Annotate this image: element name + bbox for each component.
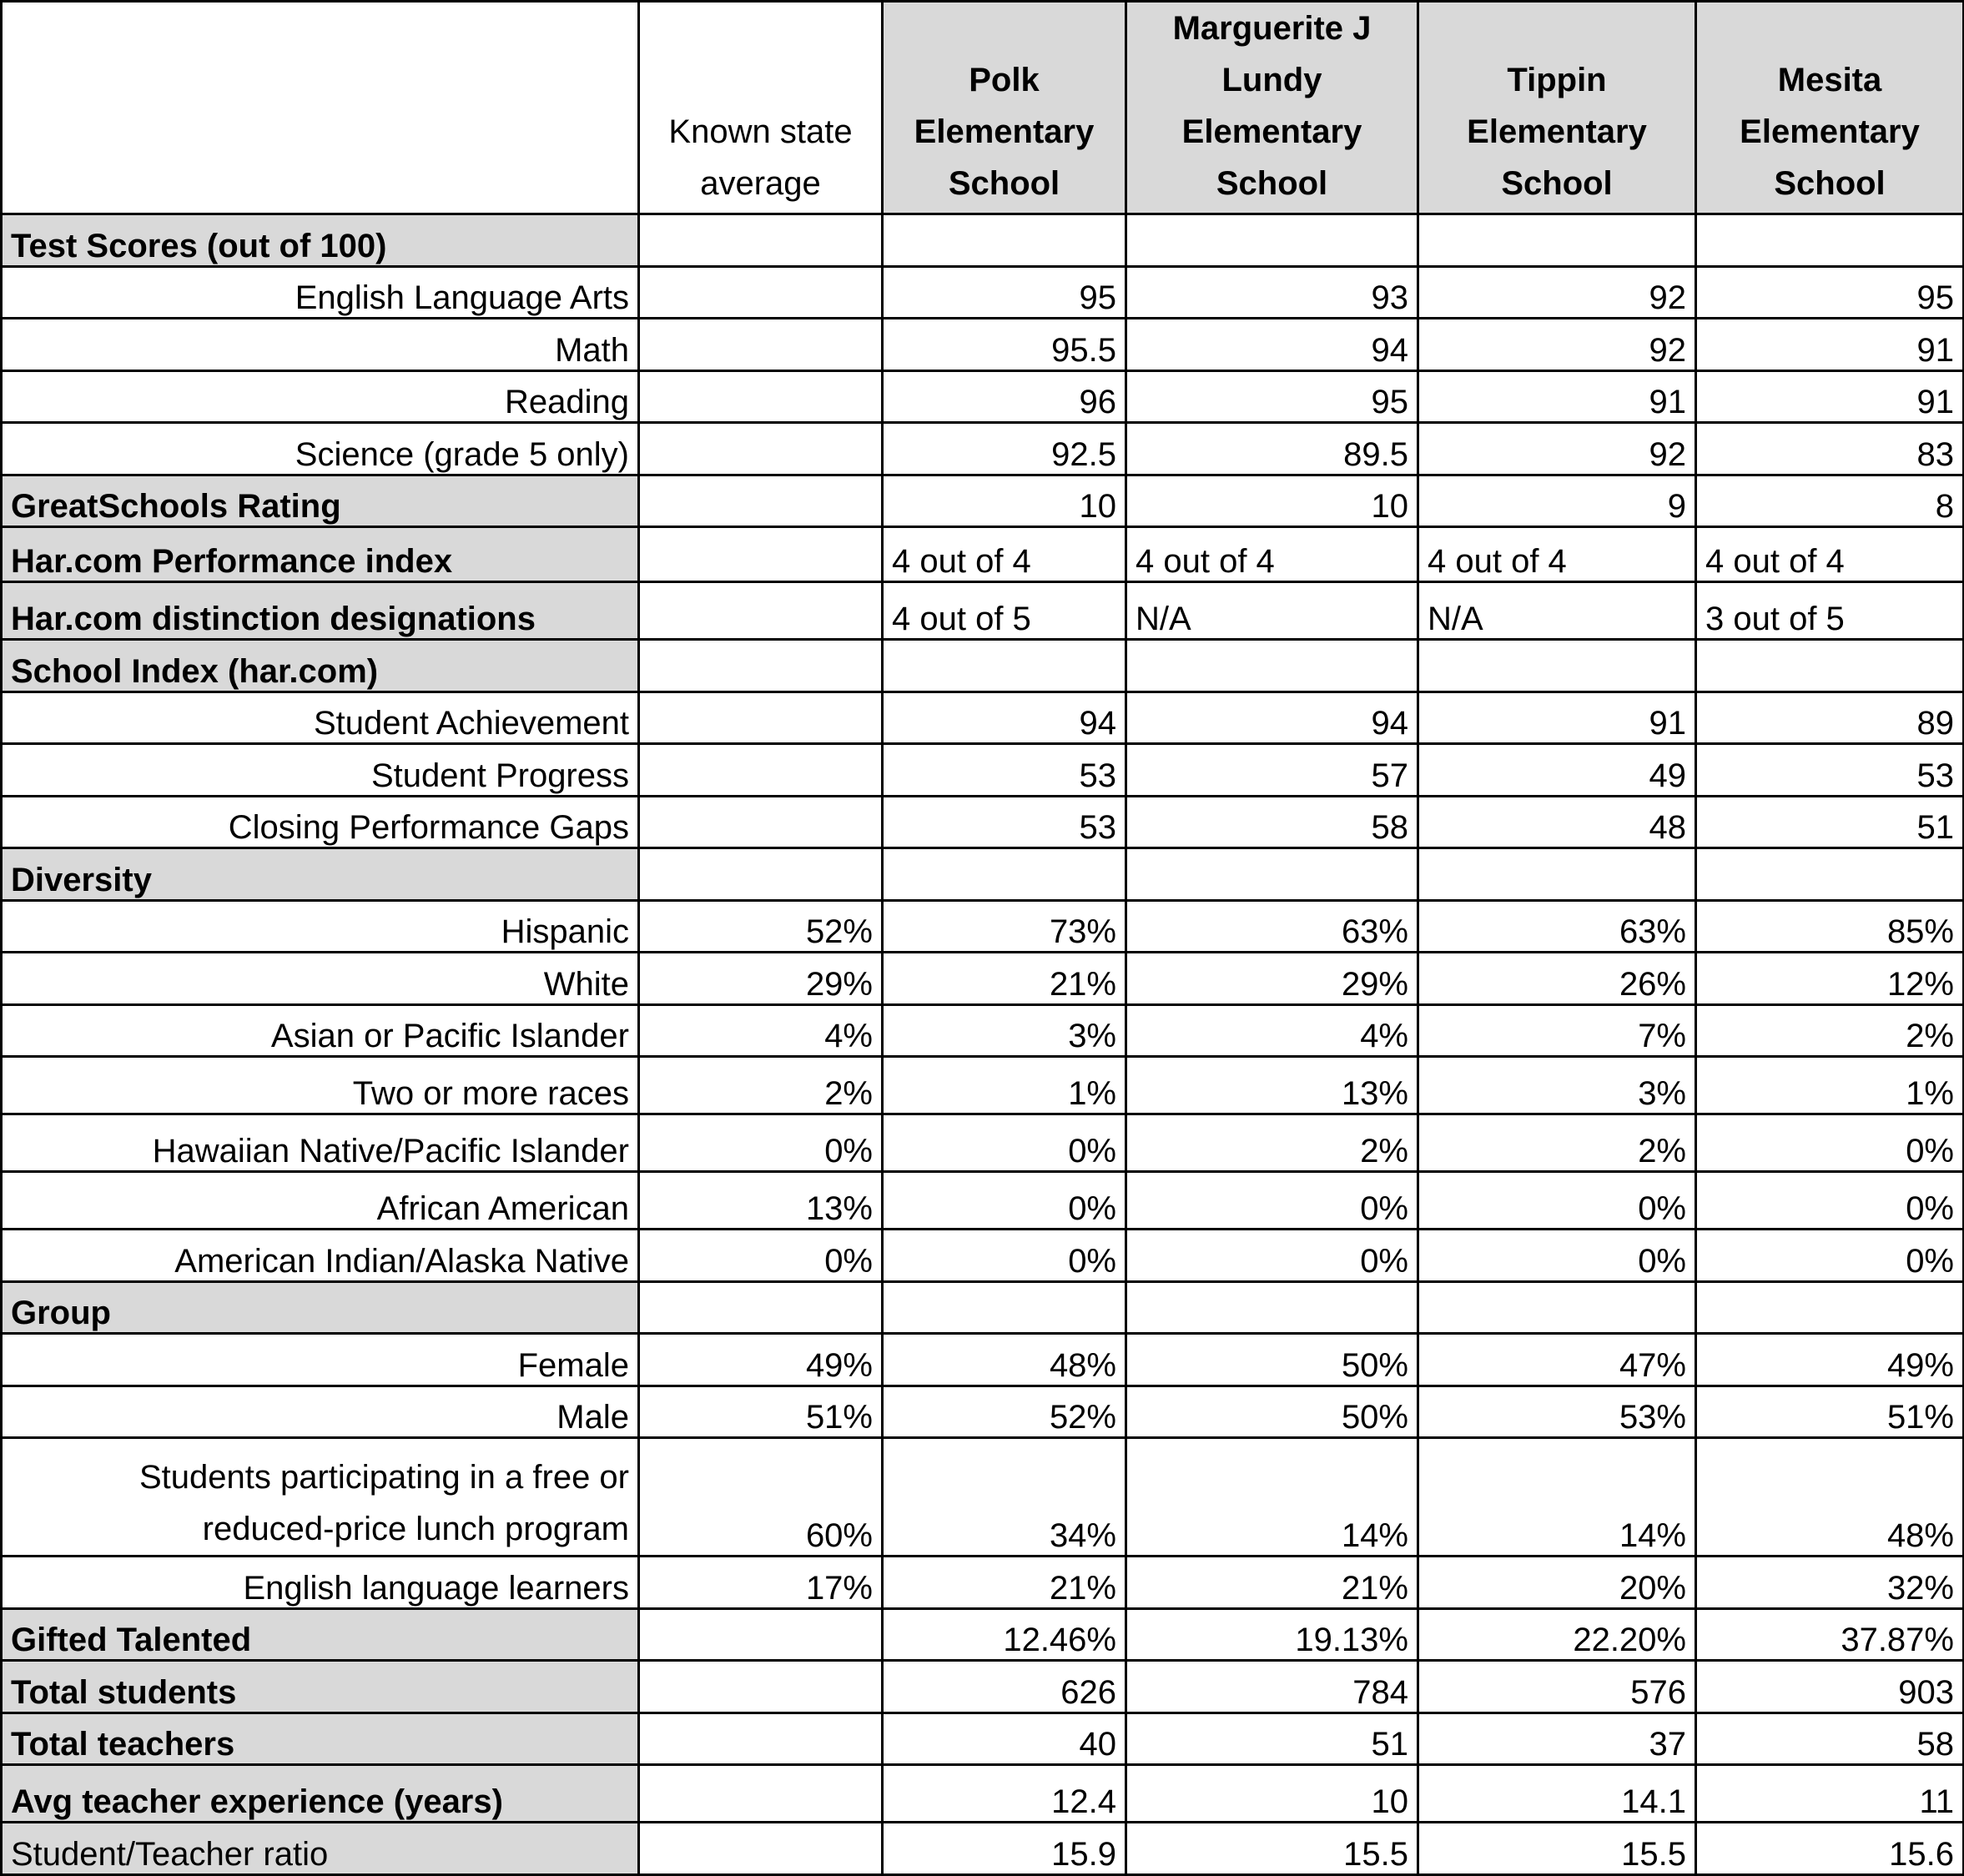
- school-value-cell: [1126, 848, 1418, 901]
- school-value-cell: 19.13%: [1126, 1608, 1418, 1661]
- table-row: [2, 423, 1964, 475]
- school-value-cell: 0%: [883, 1172, 1126, 1230]
- state-average-cell: [639, 640, 883, 692]
- school-value-cell: 903: [1696, 1661, 1964, 1713]
- school-value-cell: 89.5: [1126, 423, 1418, 475]
- school-value-cell: 15.6: [1696, 1823, 1964, 1875]
- state-average-cell: [639, 796, 883, 848]
- state-average-cell: [639, 1713, 883, 1765]
- table-row: [2, 796, 1964, 848]
- state-average-cell: [639, 1608, 883, 1661]
- school-value-cell: 96: [883, 370, 1126, 423]
- school-value-cell: 9: [1418, 475, 1696, 527]
- school-value-cell: 784: [1126, 1661, 1418, 1713]
- school-value-cell: 10: [1126, 1765, 1418, 1823]
- row-label: Diversity: [2, 848, 639, 901]
- header-school-polk: Polk Elementary School: [883, 2, 1126, 214]
- school-value-cell: 14%: [1126, 1438, 1418, 1557]
- row-label: Students participating in a free or reduced-price lunch program: [2, 1438, 639, 1557]
- school-value-cell: N/A: [1418, 582, 1696, 640]
- row-label: Avg teacher experience (years): [2, 1765, 639, 1823]
- state-average-cell: 13%: [639, 1172, 883, 1230]
- school-value-cell: 92: [1418, 266, 1696, 319]
- school-value-cell: 0%: [1418, 1172, 1696, 1230]
- school-value-cell: 14%: [1418, 1438, 1696, 1557]
- table-row: [2, 953, 1964, 1005]
- table-row: [2, 1004, 1964, 1057]
- school-value-cell: N/A: [1126, 582, 1418, 640]
- table-row: [2, 266, 1964, 319]
- school-value-cell: 15.5: [1126, 1823, 1418, 1875]
- school-value-cell: [1418, 848, 1696, 901]
- header-school-tippin: Tippin Elementary School: [1418, 2, 1696, 214]
- school-value-cell: 21%: [883, 953, 1126, 1005]
- school-value-cell: 94: [1126, 692, 1418, 744]
- state-average-cell: [639, 582, 883, 640]
- school-value-cell: 48%: [1696, 1438, 1964, 1557]
- school-value-cell: [1418, 640, 1696, 692]
- school-value-cell: 53: [1696, 744, 1964, 797]
- row-label: Total students: [2, 1661, 639, 1713]
- school-value-cell: 53%: [1418, 1386, 1696, 1438]
- table-row: [2, 370, 1964, 423]
- school-value-cell: 89: [1696, 692, 1964, 744]
- table-row: [2, 582, 1964, 640]
- school-value-cell: 52%: [883, 1386, 1126, 1438]
- school-value-cell: 85%: [1696, 900, 1964, 953]
- row-label: Har.com distinction designations: [2, 582, 639, 640]
- school-value-cell: 26%: [1418, 953, 1696, 1005]
- state-average-cell: [639, 527, 883, 582]
- school-value-cell: [883, 848, 1126, 901]
- school-value-cell: 58: [1126, 796, 1418, 848]
- school-value-cell: 53: [883, 796, 1126, 848]
- table-row: [2, 640, 1964, 692]
- school-value-cell: [1418, 1281, 1696, 1334]
- school-value-cell: 50%: [1126, 1334, 1418, 1386]
- school-value-cell: 1%: [1696, 1057, 1964, 1114]
- table-row: [2, 848, 1964, 901]
- table-row: [2, 1172, 1964, 1230]
- row-label: Hispanic: [2, 900, 639, 953]
- school-value-cell: 48: [1418, 796, 1696, 848]
- school-value-cell: 13%: [1126, 1057, 1418, 1114]
- school-value-cell: 21%: [1126, 1557, 1418, 1609]
- table-row: [2, 1114, 1964, 1172]
- school-value-cell: 95.5: [883, 319, 1126, 371]
- table-row: [2, 1281, 1964, 1334]
- state-average-cell: 2%: [639, 1057, 883, 1114]
- row-label: Two or more races: [2, 1057, 639, 1114]
- state-average-cell: 29%: [639, 953, 883, 1005]
- school-value-cell: 49: [1418, 744, 1696, 797]
- school-value-cell: 95: [1696, 266, 1964, 319]
- school-value-cell: 58: [1696, 1713, 1964, 1765]
- school-value-cell: 0%: [883, 1230, 1126, 1282]
- school-value-cell: 10: [883, 475, 1126, 527]
- school-value-cell: 15.9: [883, 1823, 1126, 1875]
- school-value-cell: 0%: [1696, 1114, 1964, 1172]
- school-value-cell: 0%: [1696, 1230, 1964, 1282]
- corner-cell: [2, 2, 639, 214]
- school-value-cell: 37.87%: [1696, 1608, 1964, 1661]
- state-average-cell: 4%: [639, 1004, 883, 1057]
- state-average-cell: [639, 1823, 883, 1875]
- row-label: GreatSchools Rating: [2, 475, 639, 527]
- table-row: [2, 475, 1964, 527]
- school-value-cell: 95: [883, 266, 1126, 319]
- school-value-cell: 94: [1126, 319, 1418, 371]
- school-value-cell: 4 out of 5: [883, 582, 1126, 640]
- school-value-cell: 626: [883, 1661, 1126, 1713]
- school-value-cell: 51%: [1696, 1386, 1964, 1438]
- table-row: [2, 1057, 1964, 1114]
- school-value-cell: 0%: [1418, 1230, 1696, 1282]
- row-label: Reading: [2, 370, 639, 423]
- school-value-cell: 34%: [883, 1438, 1126, 1557]
- school-value-cell: 29%: [1126, 953, 1418, 1005]
- state-average-cell: [639, 370, 883, 423]
- school-value-cell: [1418, 214, 1696, 267]
- school-value-cell: [1126, 640, 1418, 692]
- school-value-cell: 11: [1696, 1765, 1964, 1823]
- school-value-cell: [1126, 214, 1418, 267]
- table-row: [2, 1438, 1964, 1557]
- school-value-cell: 91: [1696, 319, 1964, 371]
- table-row: [2, 527, 1964, 582]
- row-label: Student/Teacher ratio: [2, 1823, 639, 1875]
- row-label: American Indian/Alaska Native: [2, 1230, 639, 1282]
- row-label: Male: [2, 1386, 639, 1438]
- row-label: African American: [2, 1172, 639, 1230]
- school-value-cell: 22.20%: [1418, 1608, 1696, 1661]
- row-label: Hawaiian Native/Pacific Islander: [2, 1114, 639, 1172]
- header-school-lundy: Marguerite J Lundy Elementary School: [1126, 2, 1418, 214]
- state-average-cell: 17%: [639, 1557, 883, 1609]
- school-value-cell: 51: [1696, 796, 1964, 848]
- school-value-cell: 4 out of 4: [1126, 527, 1418, 582]
- state-average-cell: 0%: [639, 1114, 883, 1172]
- row-label: Gifted Talented: [2, 1608, 639, 1661]
- school-value-cell: 73%: [883, 900, 1126, 953]
- school-value-cell: 57: [1126, 744, 1418, 797]
- school-value-cell: 92: [1418, 423, 1696, 475]
- row-label: Female: [2, 1334, 639, 1386]
- school-value-cell: [1696, 1281, 1964, 1334]
- school-value-cell: 83: [1696, 423, 1964, 475]
- school-value-cell: 576: [1418, 1661, 1696, 1713]
- school-value-cell: 12%: [1696, 953, 1964, 1005]
- school-value-cell: 14.1: [1418, 1765, 1696, 1823]
- school-value-cell: 91: [1696, 370, 1964, 423]
- row-label: Student Progress: [2, 744, 639, 797]
- school-value-cell: [1696, 640, 1964, 692]
- school-value-cell: 94: [883, 692, 1126, 744]
- row-label: Group: [2, 1281, 639, 1334]
- school-value-cell: [883, 214, 1126, 267]
- school-value-cell: 93: [1126, 266, 1418, 319]
- school-value-cell: 51: [1126, 1713, 1418, 1765]
- school-value-cell: 15.5: [1418, 1823, 1696, 1875]
- table-row: [2, 319, 1964, 371]
- row-label: Math: [2, 319, 639, 371]
- header-state-average: Known state average: [639, 2, 883, 214]
- table-body: [2, 214, 1964, 1875]
- school-value-cell: 48%: [883, 1334, 1126, 1386]
- state-average-cell: [639, 475, 883, 527]
- row-label: Science (grade 5 only): [2, 423, 639, 475]
- state-average-cell: 49%: [639, 1334, 883, 1386]
- header-school-mesita: Mesita Elementary School: [1696, 2, 1964, 214]
- school-value-cell: 3%: [883, 1004, 1126, 1057]
- school-value-cell: 40: [883, 1713, 1126, 1765]
- row-label: English Language Arts: [2, 266, 639, 319]
- table-row: [2, 1823, 1964, 1875]
- school-value-cell: 10: [1126, 475, 1418, 527]
- state-average-cell: [639, 319, 883, 371]
- school-value-cell: 53: [883, 744, 1126, 797]
- school-value-cell: 4 out of 4: [1418, 527, 1696, 582]
- school-value-cell: 12.4: [883, 1765, 1126, 1823]
- state-average-cell: 0%: [639, 1230, 883, 1282]
- school-value-cell: 63%: [1126, 900, 1418, 953]
- school-value-cell: 47%: [1418, 1334, 1696, 1386]
- school-value-cell: 0%: [1126, 1230, 1418, 1282]
- school-value-cell: 0%: [1126, 1172, 1418, 1230]
- table-row: [2, 1557, 1964, 1609]
- state-average-cell: [639, 848, 883, 901]
- header-row: [2, 2, 1964, 214]
- state-average-cell: [639, 744, 883, 797]
- table-row: [2, 744, 1964, 797]
- school-value-cell: 7%: [1418, 1004, 1696, 1057]
- row-label: English language learners: [2, 1557, 639, 1609]
- school-value-cell: 63%: [1418, 900, 1696, 953]
- school-value-cell: 12.46%: [883, 1608, 1126, 1661]
- state-average-cell: 60%: [639, 1438, 883, 1557]
- school-value-cell: 0%: [883, 1114, 1126, 1172]
- state-average-cell: [639, 266, 883, 319]
- table-row: [2, 1386, 1964, 1438]
- school-value-cell: 4%: [1126, 1004, 1418, 1057]
- school-value-cell: 4 out of 4: [1696, 527, 1964, 582]
- school-value-cell: 3 out of 5: [1696, 582, 1964, 640]
- state-average-cell: [639, 423, 883, 475]
- row-label: Closing Performance Gaps: [2, 796, 639, 848]
- table-row: [2, 1765, 1964, 1823]
- school-value-cell: 21%: [883, 1557, 1126, 1609]
- table-row: [2, 692, 1964, 744]
- school-value-cell: 4 out of 4: [883, 527, 1126, 582]
- state-average-cell: [639, 1765, 883, 1823]
- school-value-cell: 95: [1126, 370, 1418, 423]
- school-value-cell: 50%: [1126, 1386, 1418, 1438]
- table-row: [2, 1661, 1964, 1713]
- state-average-cell: [639, 1661, 883, 1713]
- state-average-cell: 52%: [639, 900, 883, 953]
- row-label: Har.com Performance index: [2, 527, 639, 582]
- school-value-cell: 92: [1418, 319, 1696, 371]
- school-value-cell: 37: [1418, 1713, 1696, 1765]
- school-value-cell: 2%: [1126, 1114, 1418, 1172]
- school-value-cell: 92.5: [883, 423, 1126, 475]
- school-value-cell: [1126, 1281, 1418, 1334]
- row-label: Total teachers: [2, 1713, 639, 1765]
- state-average-cell: [639, 692, 883, 744]
- school-value-cell: 8: [1696, 475, 1964, 527]
- school-value-cell: 0%: [1696, 1172, 1964, 1230]
- row-label: School Index (har.com): [2, 640, 639, 692]
- table-row: [2, 214, 1964, 267]
- state-average-cell: [639, 214, 883, 267]
- school-value-cell: 91: [1418, 370, 1696, 423]
- school-value-cell: [1696, 214, 1964, 267]
- table-row: [2, 1713, 1964, 1765]
- row-label: Test Scores (out of 100): [2, 214, 639, 267]
- school-value-cell: [1696, 848, 1964, 901]
- school-value-cell: 1%: [883, 1057, 1126, 1114]
- school-value-cell: 3%: [1418, 1057, 1696, 1114]
- school-value-cell: 2%: [1418, 1114, 1696, 1172]
- row-label: Student Achievement: [2, 692, 639, 744]
- state-average-cell: [639, 1281, 883, 1334]
- row-label: White: [2, 953, 639, 1005]
- school-value-cell: 32%: [1696, 1557, 1964, 1609]
- table-row: [2, 1334, 1964, 1386]
- table-row: [2, 1230, 1964, 1282]
- school-value-cell: 49%: [1696, 1334, 1964, 1386]
- table-row: [2, 1608, 1964, 1661]
- school-value-cell: 91: [1418, 692, 1696, 744]
- state-average-cell: 51%: [639, 1386, 883, 1438]
- school-value-cell: [883, 1281, 1126, 1334]
- row-label: Asian or Pacific Islander: [2, 1004, 639, 1057]
- school-value-cell: 2%: [1696, 1004, 1964, 1057]
- table-row: [2, 900, 1964, 953]
- school-value-cell: [883, 640, 1126, 692]
- school-value-cell: 20%: [1418, 1557, 1696, 1609]
